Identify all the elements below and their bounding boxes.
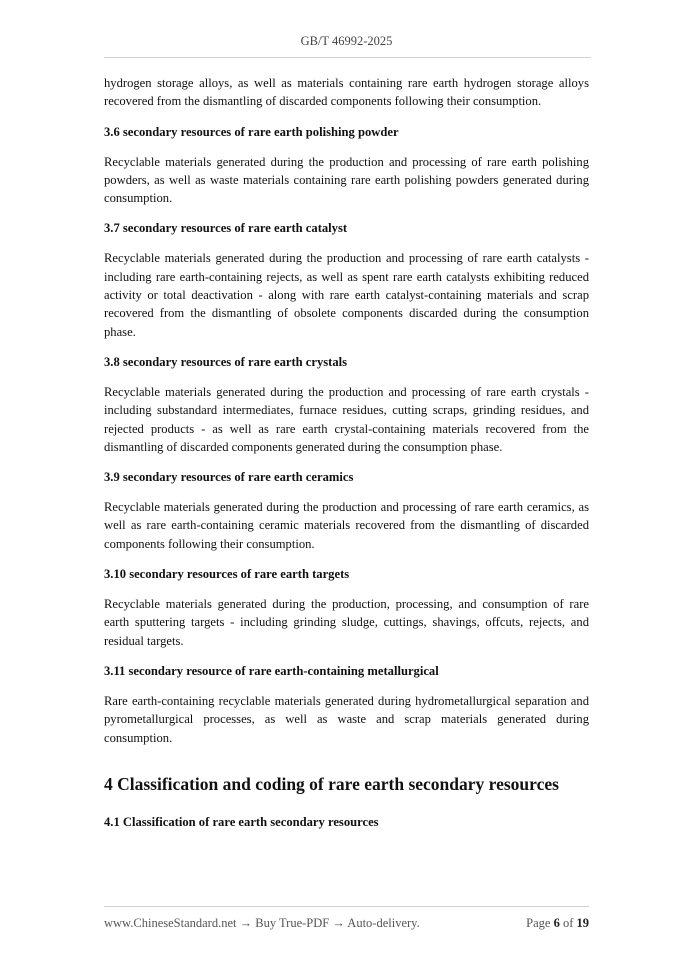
section-text-3-7: Recyclable materials generated during the production and processing of rare earth catalysts - including rare earth-containing rejects, as well as spent rare earth catalysts exhibiting reduced activity or total deactivation - along with rare earth catalyst-containing materials and scrap recovered from the dismantling of obsolete components discarded during the consumption phase. bbox=[104, 251, 589, 339]
section-heading-3-10: 3.10 secondary resources of rare earth targets bbox=[104, 567, 350, 582]
page-word: Page bbox=[526, 916, 551, 930]
page-indicator bbox=[526, 916, 589, 931]
section-text-3-10: Recyclable materials generated during the production, processing, and consumption of rare earth sputtering targets - including grinding sludge, cuttings, shavings, offcuts, rejects, and residual targets. bbox=[104, 597, 589, 648]
of-word: of bbox=[562, 916, 574, 930]
section-text-3-6: Recyclable materials generated during the production and processing of rare earth polishing powders, as well as waste materials containing rare earth polishing powders generated during consumption. bbox=[104, 154, 589, 206]
section-heading-3-7: 3.7 secondary resources of rare earth catalyst bbox=[104, 221, 348, 236]
page-content bbox=[104, 74, 589, 831]
document-header: GB/T 46992-2025 bbox=[300, 34, 393, 48]
section-heading-3-11: 3.11 secondary resource of rare earth-containing metallurgical bbox=[104, 663, 439, 678]
section-heading-3-9: 3.9 secondary resources of rare earth ceramics bbox=[104, 470, 354, 485]
chapter-title: 4 Classification and coding of rare earth secondary resources bbox=[104, 773, 559, 794]
section-text-3-11: Rare earth-containing recyclable materials generated during hydrometallurgical separation and pyrometallurgical processes, as well as waste and scrap materials generated during consumption. bbox=[104, 693, 589, 745]
subsection-heading-4-1: 4.1 Classification of rare earth secondary resources bbox=[104, 814, 379, 829]
section-text-3-9: Recyclable materials generated during the production and processing of rare earth ceramics, as well as rare earth-containing ceramic materials recovered from the dismantling of discarded components following their consumption. bbox=[104, 500, 589, 551]
section-heading-3-6: 3.6 secondary resources of rare earth polishing powder bbox=[104, 124, 399, 139]
continued-paragraph: hydrogen storage alloys, as well as materials containing rare earth hydrogen storage alloys recovered from the dismantling of discarded components following their consumption. bbox=[104, 76, 589, 109]
section-heading-3-8: 3.8 secondary resources of rare earth crystals bbox=[104, 354, 348, 369]
footer-link[interactable]: www.ChineseStandard.net → Buy True-PDF → Auto-delivery. bbox=[104, 916, 420, 930]
header-divider bbox=[104, 57, 591, 58]
total-page-number: 19 bbox=[576, 916, 589, 930]
current-page-number: 6 bbox=[553, 916, 560, 930]
section-text-3-8: Recyclable materials generated during the production and processing of rare earth crystals - including substandard intermediates, furnace residues, cutting scraps, grinding residues, and rejected products - as well as rare earth crystal-containing materials recovered from the dismantling of discarded components generated during the consumption phase. bbox=[104, 384, 589, 454]
footer-divider bbox=[104, 906, 589, 907]
